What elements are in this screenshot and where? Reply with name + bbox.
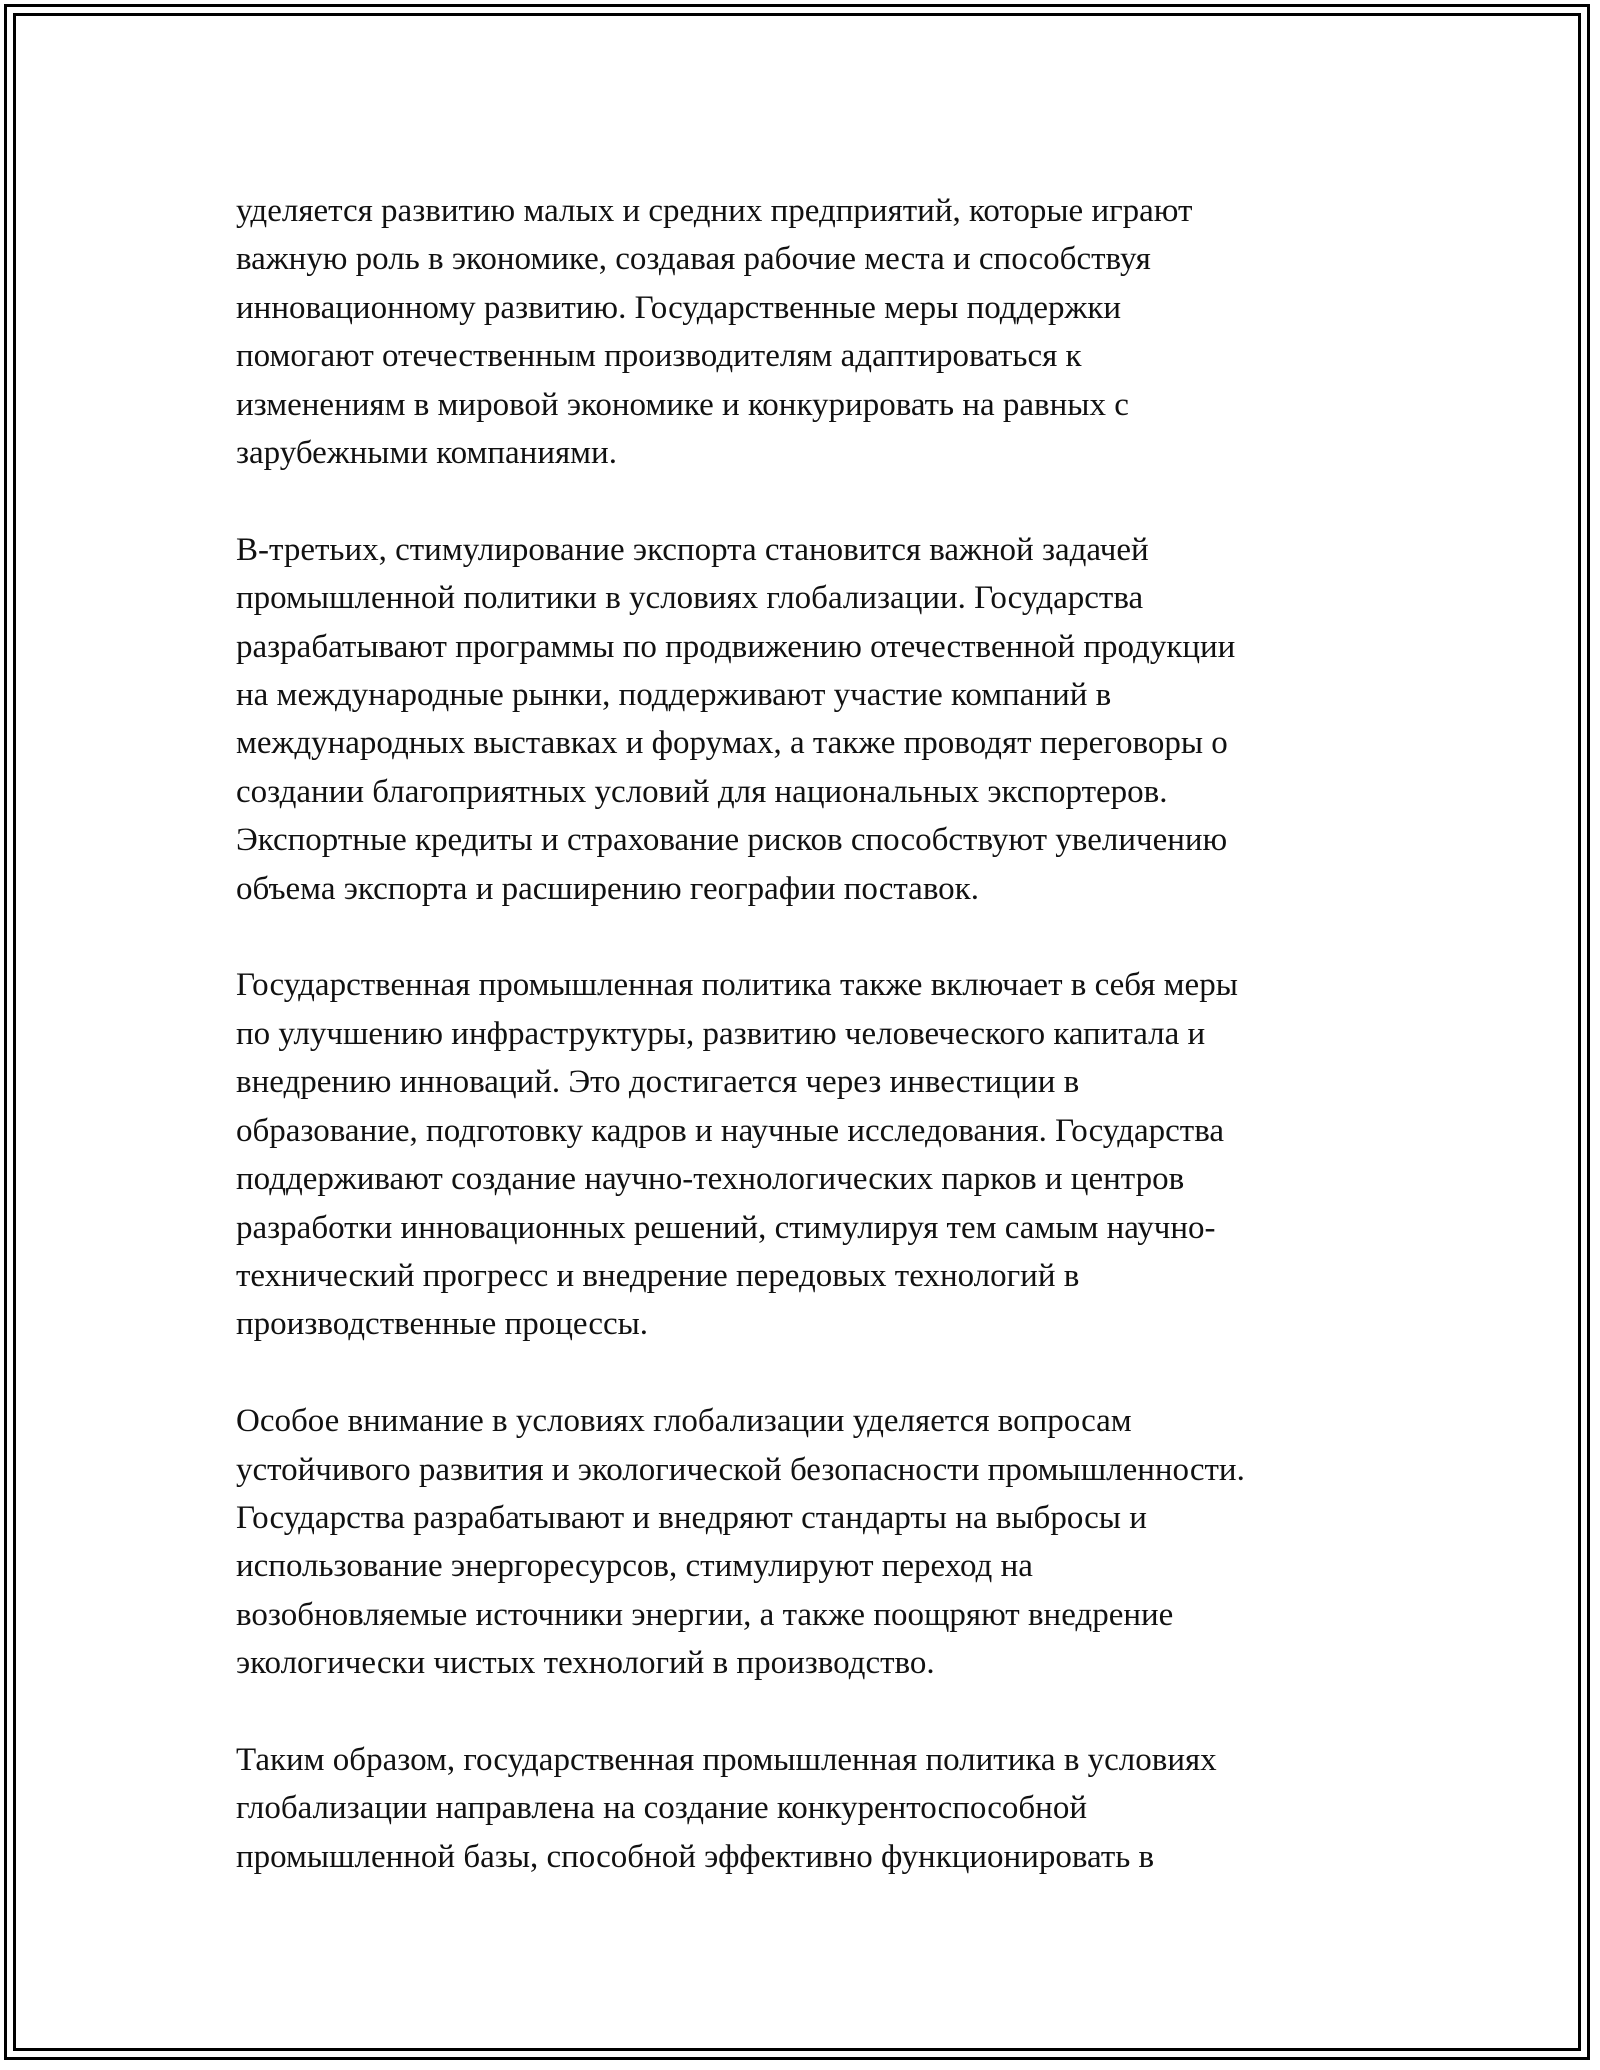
paragraph-1: уделяется развитию малых и средних предприятий, которые играют важную роль в экономике, создавая рабочие места и способствуя инновационному развитию. Государственные меры поддержки помогают отечественным производителям адаптироваться к изменениям в мировой экономике и конкурировать на равных с зарубежными компаниями. xyxy=(236,193,1193,472)
paragraph-4: Особое внимание в условиях глобализации уделяется вопросам устойчивого развития и экологической безопасности промышленности. Государства разрабатывают и внедряют стандарты на выбросы и использование энергоресурсов, стимулируют переход на возобновляемые источники энергии, а также поощряют внедрение экологически чистых технологий в производство. xyxy=(236,1403,1245,1682)
paragraph-3: Государственная промышленная политика также включает в себя меры по улучшению инфраструктуры, развитию человеческого капитала и внедрению инноваций. Это достигается через инвестиции в образование, подготовку кадров и научные исследования. Государства поддерживают создание научно-технологических парков и центров разработки инновационных решений, стимулируя тем самым научно- технический прогресс и внедрение передовых технологий в производственные процессы. xyxy=(236,967,1238,1343)
paragraph-5: Таким образом, государственная промышленная политика в условиях глобализации направлена на создание конкурентоспособной промышленной базы, способной эффективно функционировать в xyxy=(236,1741,1217,1875)
document-body xyxy=(236,187,1370,1930)
paragraph-2: В-третьих, стимулирование экспорта становится важной задачей промышленной политики в условиях глобализации. Государства разрабатывают программы по продвижению отечественной продукции на международные рынки, поддерживают участие компаний в международных выставках и форумах, а также проводят переговоры о создании благоприятных условий для национальных экспортеров. Экспортные кредиты и страхование рисков способствуют увеличению объема экспорта и расширению географии поставок. xyxy=(236,531,1236,907)
